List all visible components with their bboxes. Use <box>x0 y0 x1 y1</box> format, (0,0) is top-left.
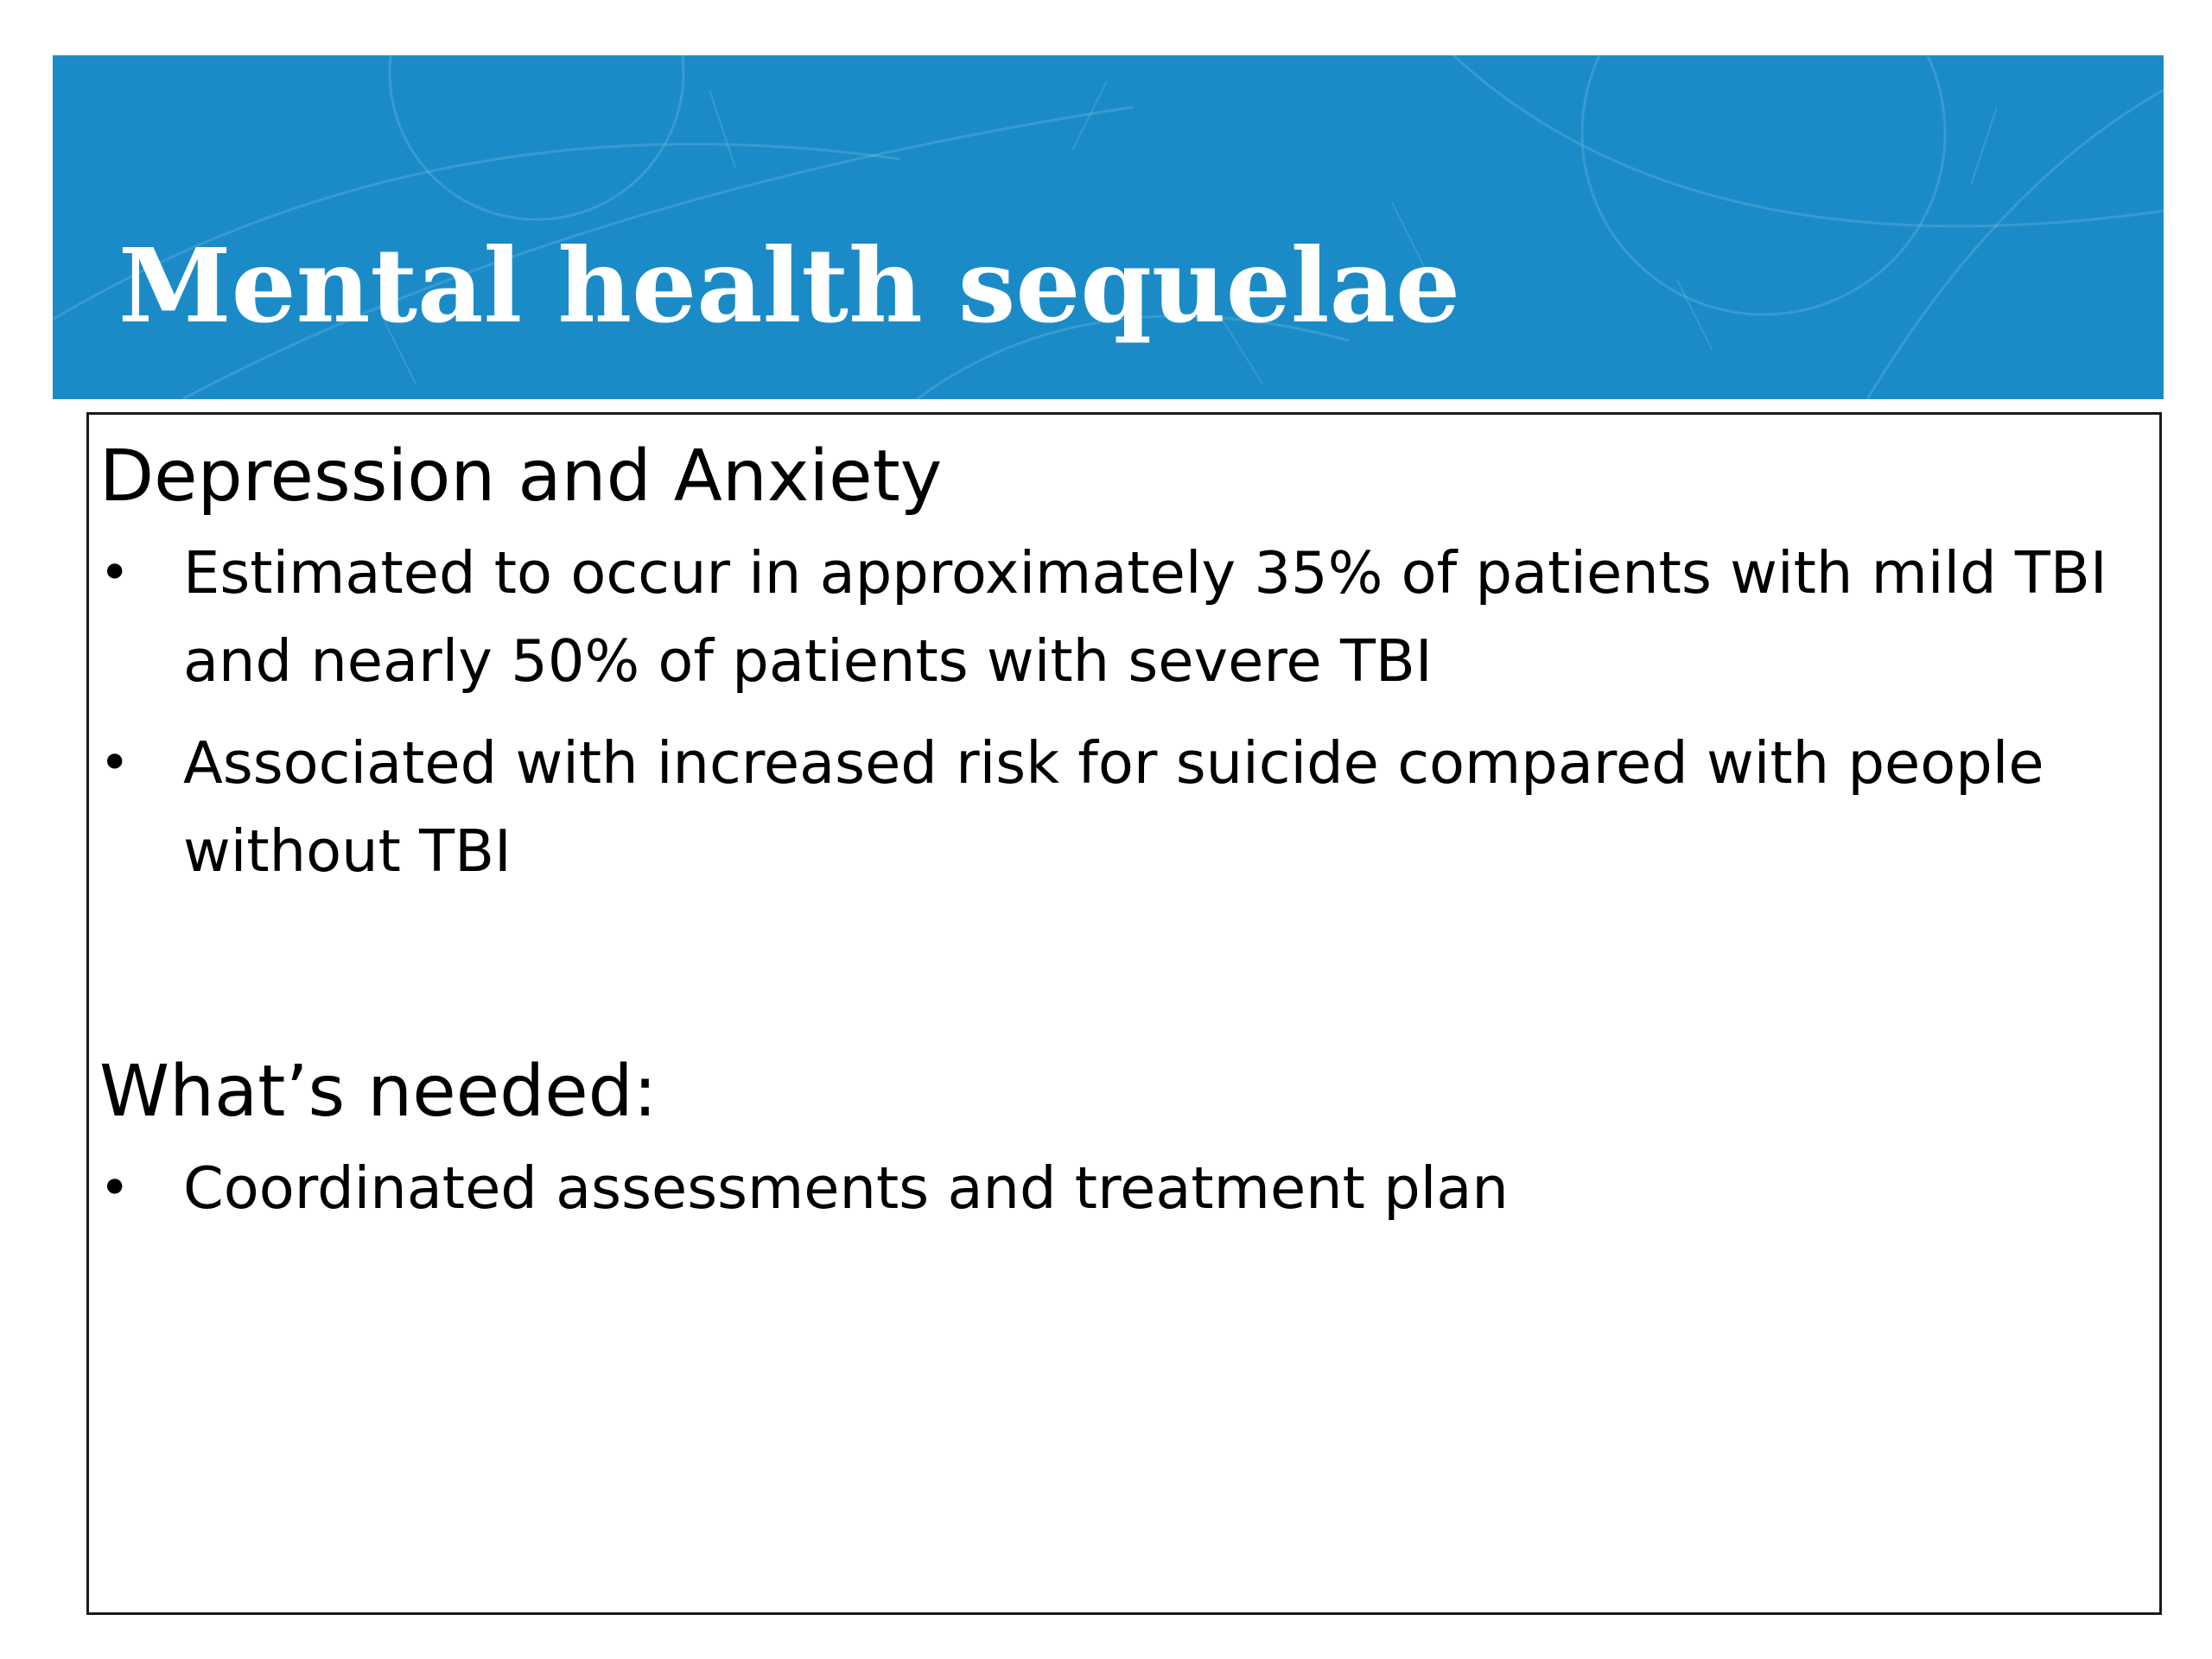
section-heading: What’s needed: <box>99 1051 658 1133</box>
bullet-icon: • <box>99 733 130 793</box>
bullet-icon: • <box>99 543 130 603</box>
bullet-item <box>99 1144 2147 1232</box>
bullet-item <box>99 719 2147 895</box>
bullet-text: Associated with increased risk for suicide compared with people without TBI <box>183 729 2044 885</box>
title-banner <box>53 55 2164 399</box>
bullet-text: Estimated to occur in approximately 35% of patients with mild TBI and nearly 50% of patients with severe TBI <box>183 539 2107 695</box>
bullet-item <box>99 529 2147 705</box>
bullet-list <box>99 1144 2147 1232</box>
section-whats-needed <box>99 1047 2147 1246</box>
slide-title: Mental health sequelae <box>118 226 1461 346</box>
bullet-icon: • <box>99 1158 130 1218</box>
section-heading: Depression and Anxiety <box>99 435 943 518</box>
bullet-text: Coordinated assessments and treatment plan <box>183 1154 1509 1222</box>
section-depression-anxiety <box>99 432 2147 909</box>
content-box <box>86 412 2162 1615</box>
bullet-list <box>99 529 2147 895</box>
